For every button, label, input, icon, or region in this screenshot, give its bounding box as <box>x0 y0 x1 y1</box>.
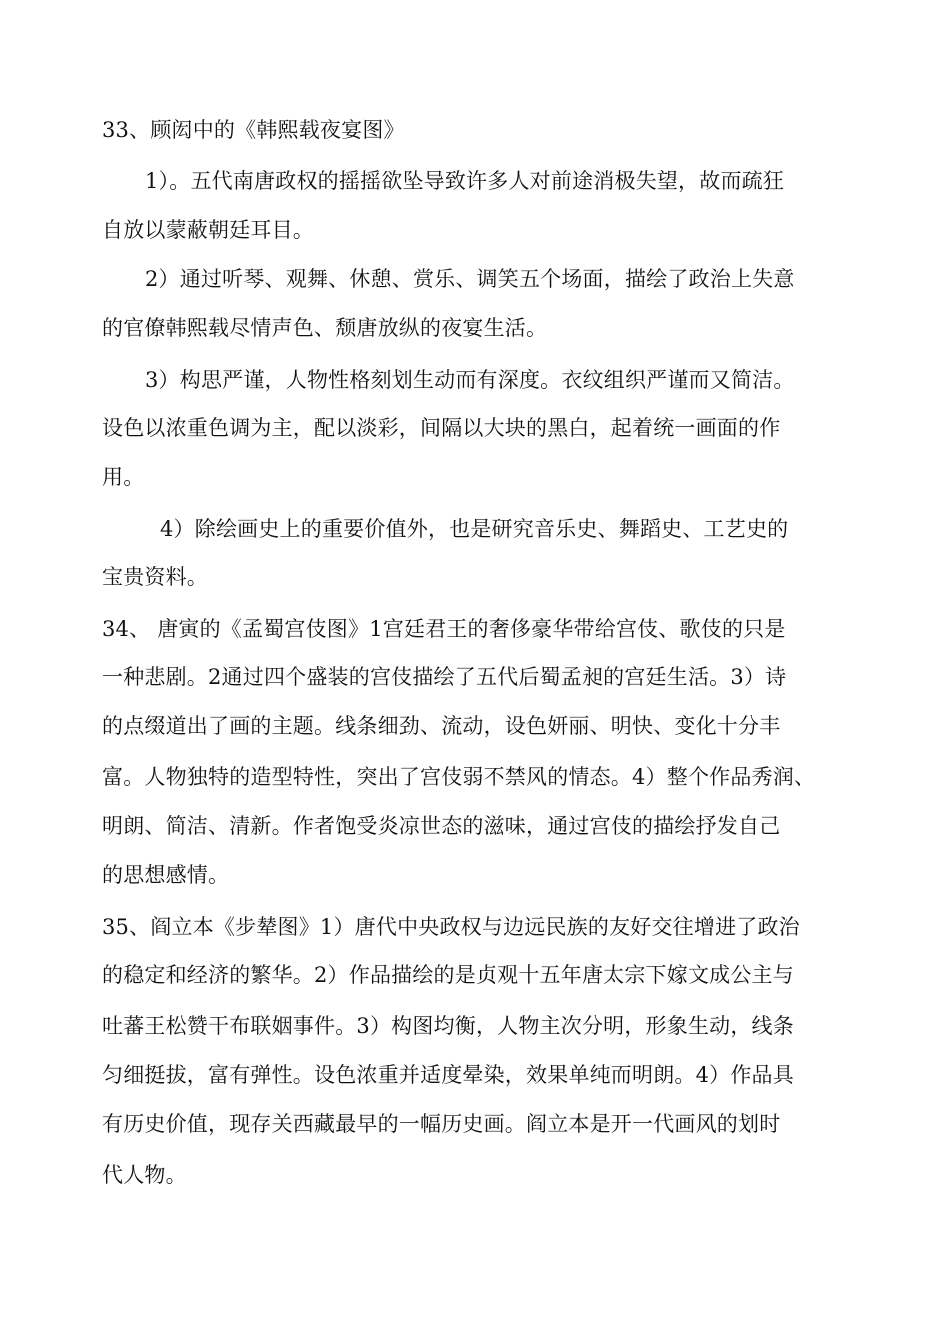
section-35-line-3: 吐蕃王松赞干布联姻事件。3）构图均衡，人物主次分明，形象生动，线条 <box>102 1014 794 1038</box>
section-33-point-1-line-1: 1）。五代南唐政权的摇摇欲坠导致许多人对前途消极失望，故而疏狂 <box>145 169 785 193</box>
section-33-point-1-line-2: 自放以蒙蔽朝廷耳目。 <box>102 218 314 242</box>
section-34-line-3: 的点缀道出了画的主题。线条细劲、流动，设色妍丽、明快、变化十分丰 <box>102 714 781 738</box>
section-34-line-5: 明朗、简洁、清新。作者饱受炎凉世态的滋味，通过宫伎的描绘抒发自己 <box>102 814 781 838</box>
section-34-line-4: 富。人物独特的造型特性，突出了宫伎弱不禁风的情态。4）整个作品秀润、 <box>102 765 816 789</box>
section-33-point-4-line-1: 4）除绘画史上的重要价值外，也是研究音乐史、舞蹈史、工艺史的 <box>160 517 789 541</box>
section-33-point-3-line-1: 3）构思严谨，人物性格刻划生动而有深度。衣纹组织严谨而又简洁。 <box>145 368 795 392</box>
section-35-line-1: 35、阎立本《步辇图》1）唐代中央政权与边远民族的友好交往增进了政治 <box>102 915 800 939</box>
section-34-line-6: 的思想感情。 <box>102 863 230 887</box>
section-35-line-6: 代人物。 <box>102 1163 187 1187</box>
section-33-point-2-line-1: 2）通过听琴、观舞、休憩、赏乐、调笑五个场面，描绘了政治上失意 <box>145 267 795 291</box>
section-35-line-2: 的稳定和经济的繁华。2）作品描绘的是贞观十五年唐太宗下嫁文成公主与 <box>102 963 794 987</box>
section-33-point-3-line-3: 用。 <box>102 465 145 489</box>
section-35-line-5: 有历史价值，现存关西藏最早的一幅历史画。阎立本是开一代画风的划时 <box>102 1112 781 1136</box>
section-34-line-1: 34、 唐寅的《孟蜀宫伎图》1宫廷君王的奢侈豪华带给宫伎、歌伎的只是 <box>102 617 786 641</box>
section-33-point-3-line-2: 设色以浓重色调为主，配以淡彩，间隔以大块的黑白，起着统一画面的作 <box>102 416 781 440</box>
section-33-point-2-line-2: 的官僚韩熙载尽情声色、颓唐放纵的夜宴生活。 <box>102 316 548 340</box>
section-33-heading: 33、顾闳中的《韩熙载夜宴图》 <box>102 118 405 142</box>
section-33-point-4-line-2: 宝贵资料。 <box>102 565 208 589</box>
section-35-line-4: 匀细挺拔，富有弹性。设色浓重并适度晕染，效果单纯而明朗。4）作品具 <box>102 1063 794 1087</box>
section-34-line-2: 一种悲剧。2通过四个盛装的宫伎描绘了五代后蜀孟昶的宫廷生活。3）诗 <box>102 665 787 689</box>
